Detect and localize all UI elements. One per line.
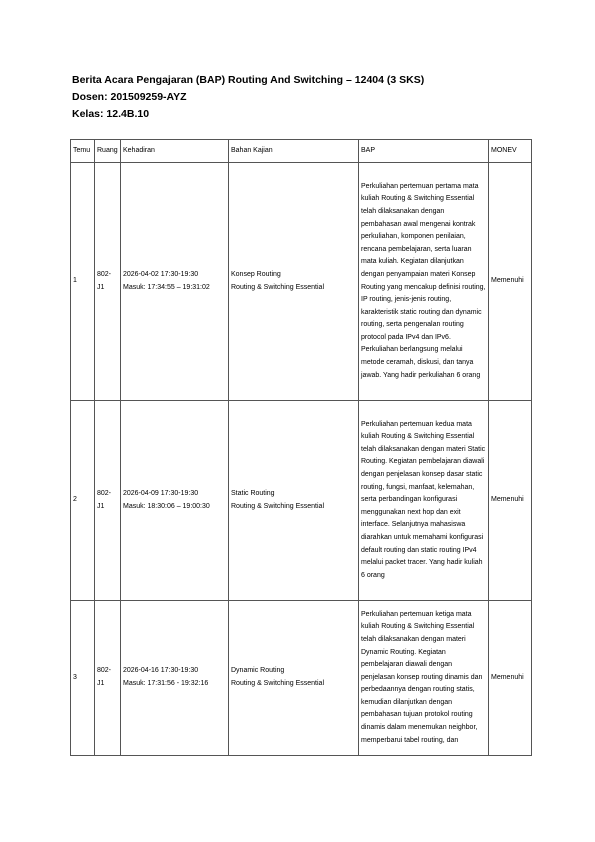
cell-monev: Memenuhi: [489, 401, 532, 601]
table-row: [71, 401, 532, 601]
cell-monev: Memenuhi: [489, 601, 532, 756]
cell-bap: Perkuliahan pertemuan ketiga mata kuliah Routing & Switching Essential telah dilaksanakan dengan materi Dynamic Routing. Kegiatan pembelajaran diawali dengan penjelasan konsep routing dinamis dan perbedaannya dengan routing statis, kemudian dilanjutkan dengan pembahasan tujuan protokol routing dinamis dalam menemukan neighbor, memperbarui tabel routing, dan: [359, 601, 489, 756]
kehadiran-masuk: Masuk: 18:30:06 – 19:00:30: [123, 502, 210, 510]
bahan-topik: Konsep Routing: [231, 270, 281, 278]
cell-kehadiran: [121, 401, 229, 601]
cell-bahan-kajian: [229, 401, 359, 601]
kehadiran-masuk: Masuk: 17:34:55 – 19:31:02: [123, 283, 210, 291]
bahan-mata-kuliah: Routing & Switching Essential: [231, 502, 324, 510]
col-header-monev: MONEV: [489, 140, 532, 163]
ruang-text: 802-J1: [97, 667, 112, 687]
table-header-row: [71, 140, 532, 163]
cell-monev: Memenuhi: [489, 163, 532, 401]
document-heading: [72, 72, 424, 123]
bahan-mata-kuliah: Routing & Switching Essential: [231, 283, 324, 291]
ruang-text: 802-J1: [97, 270, 112, 291]
col-header-temu: Temu: [71, 140, 95, 163]
table-row: [71, 163, 532, 401]
cell-kehadiran: [121, 601, 229, 756]
table-row: [71, 601, 532, 756]
bahan-topik: Static Routing: [231, 489, 275, 497]
cell-ruang: [95, 163, 121, 401]
col-header-ruang: Ruang: [95, 140, 121, 163]
cell-bap: Perkuliahan pertemuan pertama mata kuliah Routing & Switching Essential telah dilaksanakan dengan pembahasan awal mengenai kontrak perkuliahan, komponen penilaian, rencana pembelajaran, serta luaran mata kuliah. Kegiatan dilanjutkan dengan penyampaian materi Konsep Routing yang mencakup definisi routing, IP routing, jenis-jenis routing, karakteristik static routing dan dynamic routing, serta pengenalan routing protocol pada IPv4 dan IPv6. Perkuliahan berlangsung melalui metode ceramah, diskusi, dan tanya jawab. Yang hadir perkuliahan 6 orang: [359, 163, 489, 401]
cell-bahan-kajian: [229, 601, 359, 756]
kehadiran-jadwal: 2026-04-02 17:30-19:30: [123, 270, 199, 278]
cell-ruang: [95, 601, 121, 756]
kehadiran-jadwal: 2026-04-16 17:30-19:30: [123, 667, 199, 675]
cell-bahan-kajian: [229, 163, 359, 401]
class-line: Kelas: 12.4B.10: [72, 108, 150, 120]
cell-temu: 2: [71, 401, 95, 601]
col-header-bahan-kajian: Bahan Kajian: [229, 140, 359, 163]
bap-table: [70, 139, 532, 756]
bahan-mata-kuliah: Routing & Switching Essential: [231, 680, 324, 687]
col-header-bap: BAP: [359, 140, 489, 163]
kehadiran-masuk: Masuk: 17:31:56 - 19:32:16: [123, 680, 209, 687]
cell-ruang: [95, 401, 121, 601]
cell-kehadiran: [121, 163, 229, 401]
cell-temu: 3: [71, 601, 95, 756]
col-header-kehadiran: Kehadiran: [121, 140, 229, 163]
bahan-topik: Dynamic Routing: [231, 667, 285, 675]
document-title: Berita Acara Pengajaran (BAP) Routing And Switching – 12404 (3 SKS): [72, 74, 425, 86]
cell-bap: Perkuliahan pertemuan kedua mata kuliah Routing & Switching Essential telah dilaksanakan dengan materi Static Routing. Kegiatan pembelajaran diawali dengan penjelasan konsep dasar static routing, fungsi, manfaat, kelemahan, serta perbandingan konfigurasi menggunakan next hop dan exit interface. Selanjutnya mahasiswa diarahkan untuk memahami konfigurasi default routing dan static routing IPv4 melalui packet tracer. Yang hadir kuliah 6 orang: [359, 401, 489, 601]
cell-temu: 1: [71, 163, 95, 401]
ruang-text: 802-J1: [97, 489, 112, 510]
kehadiran-jadwal: 2026-04-09 17:30-19:30: [123, 489, 199, 497]
lecturer-line: Dosen: 201509259-AYZ: [72, 91, 187, 103]
